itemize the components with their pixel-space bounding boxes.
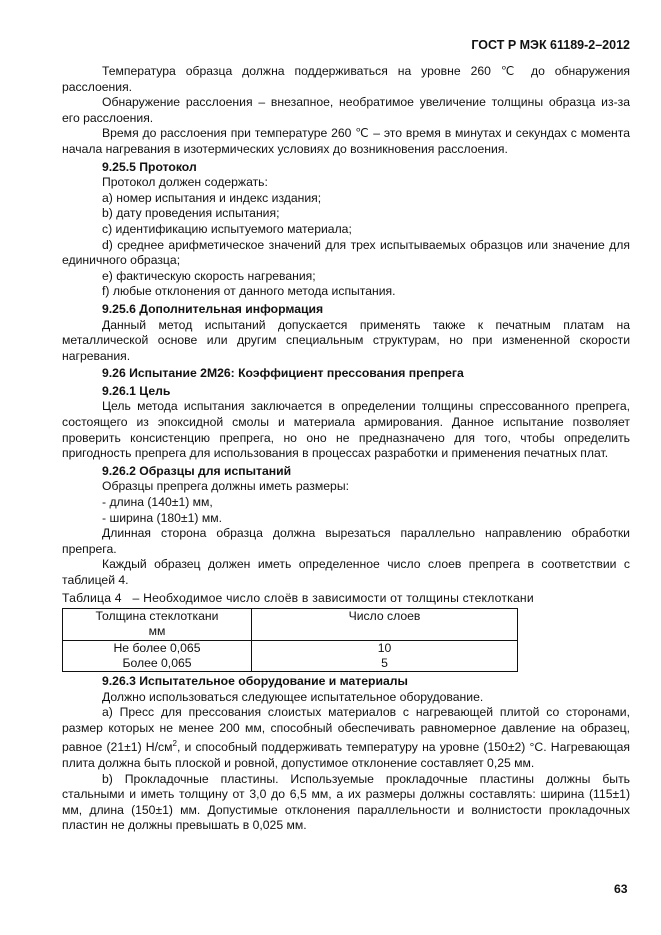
list-item: f) любые отклонения от данного метода испытания. (102, 284, 396, 299)
table-header-thickness (63, 609, 252, 640)
paragraph: Длинная сторона образца должна вырезаться параллельно направлению обработки препрега. (62, 526, 630, 556)
list-item: c) идентификацию испытуемого материала; (102, 221, 352, 236)
paragraph: Образцы препрега должны иметь размеры: (102, 479, 349, 494)
paragraph (62, 705, 630, 771)
table-cell-thickness: Не более 0,065 (63, 640, 252, 656)
list-item: e) фактическую скорость нагревания; (102, 268, 316, 283)
paragraph: Температура образца должна поддерживаться на уровне 260 ℃ до обнаружения расслоения. (62, 64, 630, 94)
paragraph: Должно использоваться следующее испытательное оборудование. (102, 689, 484, 704)
paragraph: Данный метод испытаний допускается применять также к печатным платам на металлической основе или другим специальным структурам, но при измененной скорости нагревания. (62, 317, 630, 363)
section-heading: 9.26.3 Испытательное оборудование и материалы (102, 674, 408, 688)
table-cell-layers: 10 (252, 640, 518, 656)
page-content (62, 64, 630, 834)
paragraph: Цель метода испытания заключается в определении толщины спрессованного препрега, состоящего из эпоксидной смолы и материала армирования. Данное испытание позволяет проверить консистенцию препрега, но оно не предназначено для того, чтобы определить пригодность препрега для использования в процессах разработки и применения печатных плат. (62, 399, 630, 461)
table-header-layers: Число слоев (252, 609, 518, 640)
paragraph: Протокол должен содержать: (102, 175, 268, 190)
table-cell-thickness: Более 0,065 (63, 656, 252, 672)
list-item: b) дату проведения испытания; (102, 206, 280, 221)
superscript: 2 (172, 739, 177, 749)
text-run: a) Пресс для прессования слоистых материалов с нагревающей плитой со сторонами, размер которых не менее 200 мм, способный обеспечивать равномерное давление на образец, равное (21±1) Н/см (62, 705, 630, 755)
header-thickness-unit: мм (148, 624, 166, 639)
header-thickness-line1: Толщина стеклоткани (95, 609, 219, 624)
paragraph: Каждый образец должен иметь определенное число слоев препрега в соответствии с таблицей 4. (62, 557, 630, 587)
list-item: - длина (140±1) мм, (102, 495, 213, 510)
paragraph: Время до расслоения при температуре 260 ℃ – это время в минутах и секундах с момента начала нагревания в изотермических условиях до возникновения расслоения. (62, 126, 630, 156)
list-item: d) среднее арифметическое значений для трех испытываемых образцов или значение для единичного образца; (62, 237, 630, 268)
section-heading: 9.26.1 Цель (102, 383, 171, 398)
document-header: ГОСТ Р МЭК 61189-2–2012 (471, 38, 630, 52)
section-heading: 9.26 Испытание 2М26: Коэффициент прессования препрега (102, 366, 464, 381)
list-item: a) номер испытания и индекс издания; (102, 190, 322, 205)
section-heading: 9.25.5 Протокол (102, 159, 197, 174)
section-heading: 9.26.2 Образцы для испытаний (102, 463, 292, 478)
text-run: , и способный поддерживать температуру на уровне (150±2) °С. Нагревающая плита должна быть плоской и ровной, допустимое отклонение составляет 0,25 мм. (62, 740, 631, 770)
table-cell-layers: 5 (252, 656, 518, 672)
page-number: 63 (614, 882, 628, 896)
section-heading: 9.25.6 Дополнительная информация (102, 301, 324, 316)
paragraph: Обнаружение расслоения – внезапное, необратимое увеличение толщины образца из-за его расслоения. (62, 95, 630, 125)
list-item: - ширина (180±1) мм. (102, 510, 222, 525)
table-row (63, 656, 518, 672)
layers-table (62, 608, 518, 672)
table-row (63, 640, 518, 656)
table-header-row (63, 609, 518, 640)
paragraph: b) Прокладочные пластины. Используемые прокладочные пластины должны быть стальными и иметь толщину от 3,0 до 6,5 мм, а их размеры должны составлять: ширина (115±1) мм, длина (150±1) мм. Допустимые отклонения параллельности и волнистости прокладочных пластин не должны превышать в 0,025 мм. (62, 771, 630, 833)
table-caption: Таблица 4 – Необходимое число слоёв в зависимости от толщины стеклоткани (62, 590, 534, 605)
